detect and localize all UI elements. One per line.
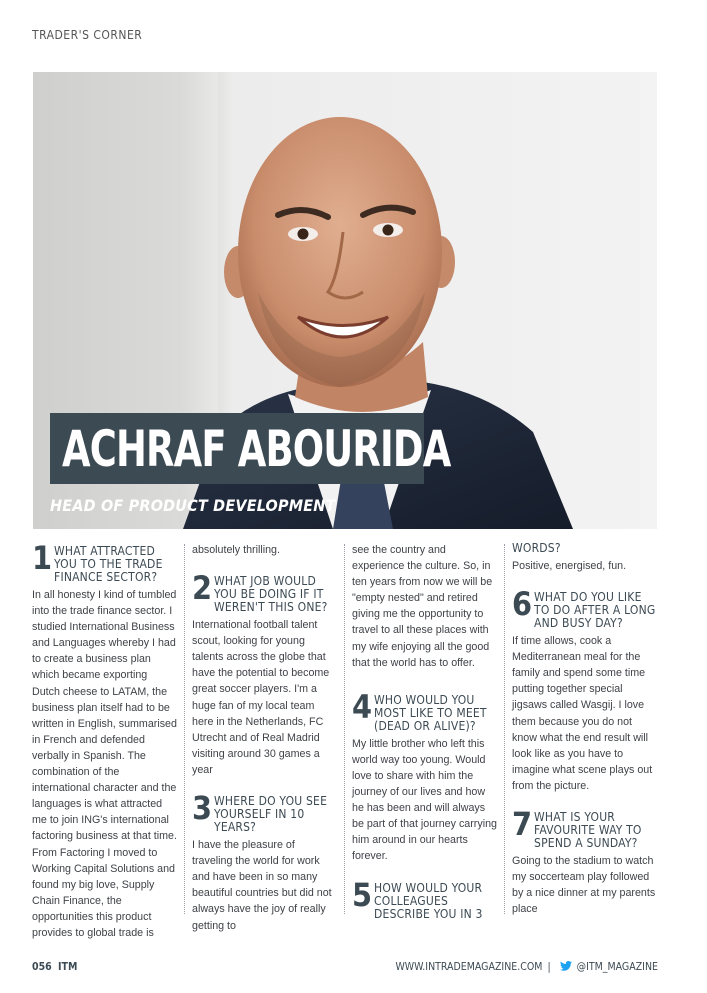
column-3 <box>352 542 498 921</box>
question-title: WHO WOULD YOU MOST LIKE TO MEET (DEAD OR ALIVE)? <box>374 692 487 733</box>
person-role: HEAD OF PRODUCT DEVELOPMENT <box>50 496 336 515</box>
question-title: WHAT ATTRACTED YOU TO THE TRADE FINANCE SECTOR? <box>54 544 163 584</box>
column-divider <box>184 544 185 914</box>
question-number: 2 <box>192 569 213 608</box>
page-number: 056 <box>32 961 52 973</box>
answer-text: Going to the stadium to watch my soccerteam play followed by a nice dinner at my parents place <box>512 855 656 916</box>
person-name: ACHRAF ABOURIDA <box>62 420 451 478</box>
name-banner <box>50 413 451 484</box>
question-block-1 <box>32 539 178 941</box>
question-title: WHERE DO YOU SEE YOURSELF IN 10 YEARS? <box>214 794 328 835</box>
answer-text-continued: see the country and experience the culture. So, in ten years from now we will be "empty nested" and retired giving me the opportunity to travel to all these places with my wife enjoying all the good that the world has to offer. <box>352 544 493 669</box>
question-number: 3 <box>192 789 213 828</box>
question-title: WHAT IS YOUR FAVOURITE WAY TO SPEND A SUNDAY? <box>534 810 642 851</box>
question-block-5 <box>352 875 498 921</box>
answer-text: My little brother who left this world way too young. Would love to share with him the journey of our lives and how he has been and will always be part of that journey carrying him around in our hearts forever. <box>352 737 497 863</box>
answer-text: In all honesty I kind of tumbled into the trade finance sector. I studied International Business and Languages whereby I had to create a business plan which became exporting Dutch cheese to LATAM, the business plan itself had to be written in English, summarised in French and defended verbally in Spanish. The combination of the international character and the languages is what attracted me to join ING's international factoring business at that time. From Factoring I moved to Working Capital Solutions and found my big love, Supply Chain Finance, the opportunities this product provides to global trade is <box>32 589 177 939</box>
question-number: 1 <box>32 539 53 577</box>
twitter-icon <box>560 961 572 971</box>
answer-text: International football talent scout, looking for young talents across the globe that have the potential to become great soccer players. I'm a huge fan of my local team here in the Netherlands, FC Utrecht and of Real Madrid visiting around 30 games a year <box>192 619 330 776</box>
answer-text-continued: absolutely thrilling. <box>192 544 280 556</box>
question-number: 6 <box>512 585 533 624</box>
column-divider <box>504 544 505 914</box>
question-block-6 <box>512 585 658 794</box>
page-footer-right <box>395 961 658 973</box>
answer-text: Positive, energised, fun. <box>512 560 627 572</box>
column-1 <box>32 539 178 939</box>
column-2 <box>192 542 338 932</box>
column-divider <box>344 544 345 914</box>
answer-text: If time allows, cook a Mediterranean meal for the family and spend some time putting together special jigsaws called Wasgij. I love them because you do not know what the end result will look like as you have to imagine what scene plays out from the picture. <box>512 635 653 792</box>
question-block-3 <box>192 789 338 934</box>
question-title: WHAT JOB WOULD YOU BE DOING IF IT WEREN'T THIS ONE? <box>214 574 328 615</box>
magazine-name: ITM <box>58 961 78 973</box>
question-block-2 <box>192 569 338 778</box>
twitter-handle[interactable]: @ITM_MAGAZINE <box>576 961 658 973</box>
question-number: 4 <box>352 687 373 726</box>
question-title-continued: WORDS? <box>512 541 561 555</box>
question-number: 5 <box>352 875 373 914</box>
question-block-7 <box>512 805 658 917</box>
footer-separator: | <box>547 961 551 973</box>
interview-columns <box>32 539 658 939</box>
answer-text: I have the pleasure of traveling the world for work and have been in so many beautiful countries but did not always have the joy of really getting to <box>192 839 332 932</box>
question-title: HOW WOULD YOUR COLLEAGUES DESCRIBE YOU IN 3 <box>374 880 483 921</box>
website-link[interactable]: WWW.INTRADEMAGAZINE.COM <box>395 961 543 973</box>
column-4 <box>512 542 658 914</box>
question-title: WHAT DO YOU LIKE TO DO AFTER A LONG AND BUSY DAY? <box>534 590 656 631</box>
page-footer-left <box>32 961 77 973</box>
question-block-4 <box>352 687 498 865</box>
question-number: 7 <box>512 805 533 844</box>
section-label: TRADER'S CORNER <box>32 28 143 42</box>
